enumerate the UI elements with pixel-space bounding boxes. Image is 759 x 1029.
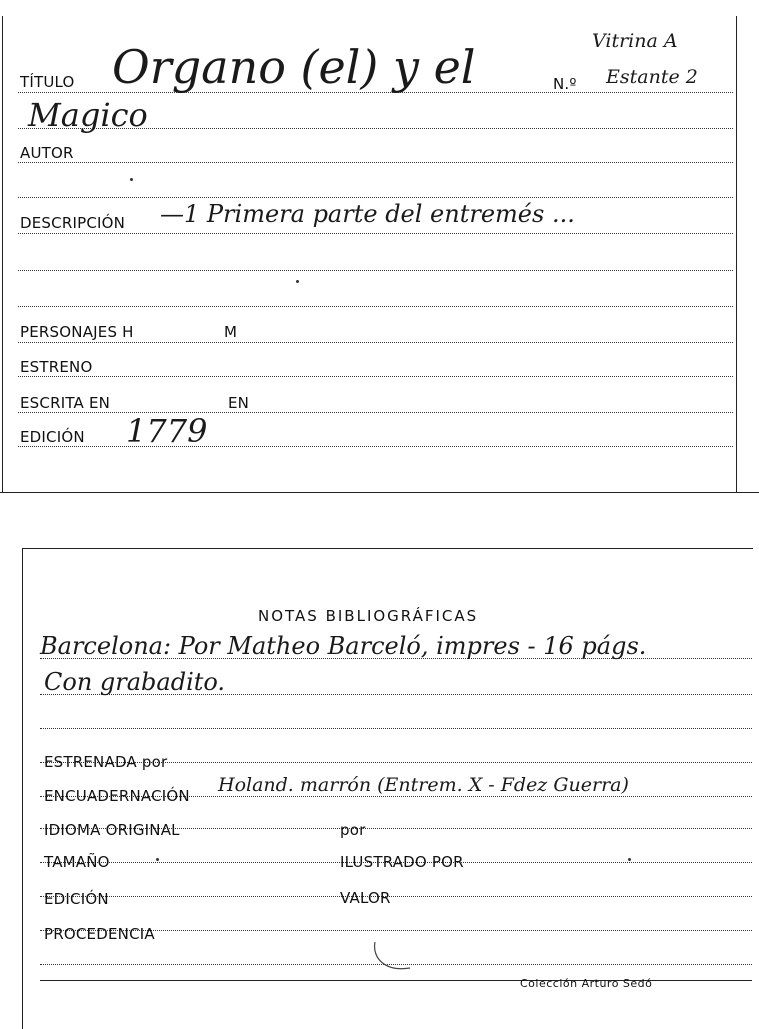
edicion-label: EDICIÓN (44, 890, 109, 908)
numero-value: Vitrina A (592, 30, 678, 52)
rule-line (18, 306, 733, 307)
encuadernacion-label: ENCUADERNACIÓN (44, 787, 190, 805)
tamano-label: TAMAÑO (44, 853, 110, 871)
notas-line-1: Barcelona: Por Matheo Barceló, impres - 16 págs. (40, 632, 647, 660)
estreno-label: ESTRENO (20, 358, 93, 376)
estrenada-label: ESTRENADA por (44, 753, 168, 771)
edicion-value: 1779 (126, 412, 208, 450)
catalog-card-top (0, 0, 759, 495)
rule-line (18, 342, 733, 343)
rule-line (18, 270, 733, 271)
collection-credit: Colección Arturo Sedó (520, 977, 653, 990)
ink-speck (296, 280, 299, 283)
personajes-label: PERSONAJES H (20, 323, 134, 341)
notas-line-2: Con grabadito. (44, 668, 226, 696)
ink-speck (156, 858, 159, 861)
catalog-card-bottom (0, 540, 759, 1028)
titulo-value: Organo (el) y el (112, 40, 476, 94)
encuadernacion-value: Holand. marrón (Entrem. X - Fdez Guerra) (218, 774, 629, 796)
numero-value-2: Estante 2 (606, 66, 698, 88)
ink-speck (130, 178, 133, 181)
ink-speck (628, 858, 631, 861)
rule-line (18, 197, 733, 198)
personajes-m-label: M (224, 323, 238, 341)
descripcion-label: DESCRIPCIÓN (20, 214, 126, 232)
descripcion-value: —1 Primera parte del entremés ... (160, 200, 575, 228)
rule-line (18, 376, 733, 377)
rule-line (40, 896, 752, 897)
escrita-en-label: EN (228, 394, 250, 412)
edicion-label: EDICIÓN (20, 428, 85, 446)
titulo-value-continued: Magico (28, 96, 148, 134)
ilustrado-label: ILUSTRADO POR (340, 853, 464, 871)
rule-line (40, 728, 752, 729)
rule-line (18, 233, 733, 234)
escrita-label: ESCRITA EN (20, 394, 111, 412)
autor-label: AUTOR (20, 144, 74, 162)
valor-label: VALOR (340, 889, 391, 907)
titulo-label: TÍTULO (20, 73, 75, 91)
por-label: por (340, 821, 366, 839)
rule-line (18, 162, 733, 163)
pencil-mark (370, 938, 430, 978)
numero-label: N.º (553, 75, 577, 93)
idioma-label: IDIOMA ORIGINAL (44, 821, 180, 839)
card-separator (0, 492, 759, 493)
procedencia-label: PROCEDENCIA (44, 925, 155, 943)
notas-heading: NOTAS BIBLIOGRÁFICAS (258, 607, 479, 625)
